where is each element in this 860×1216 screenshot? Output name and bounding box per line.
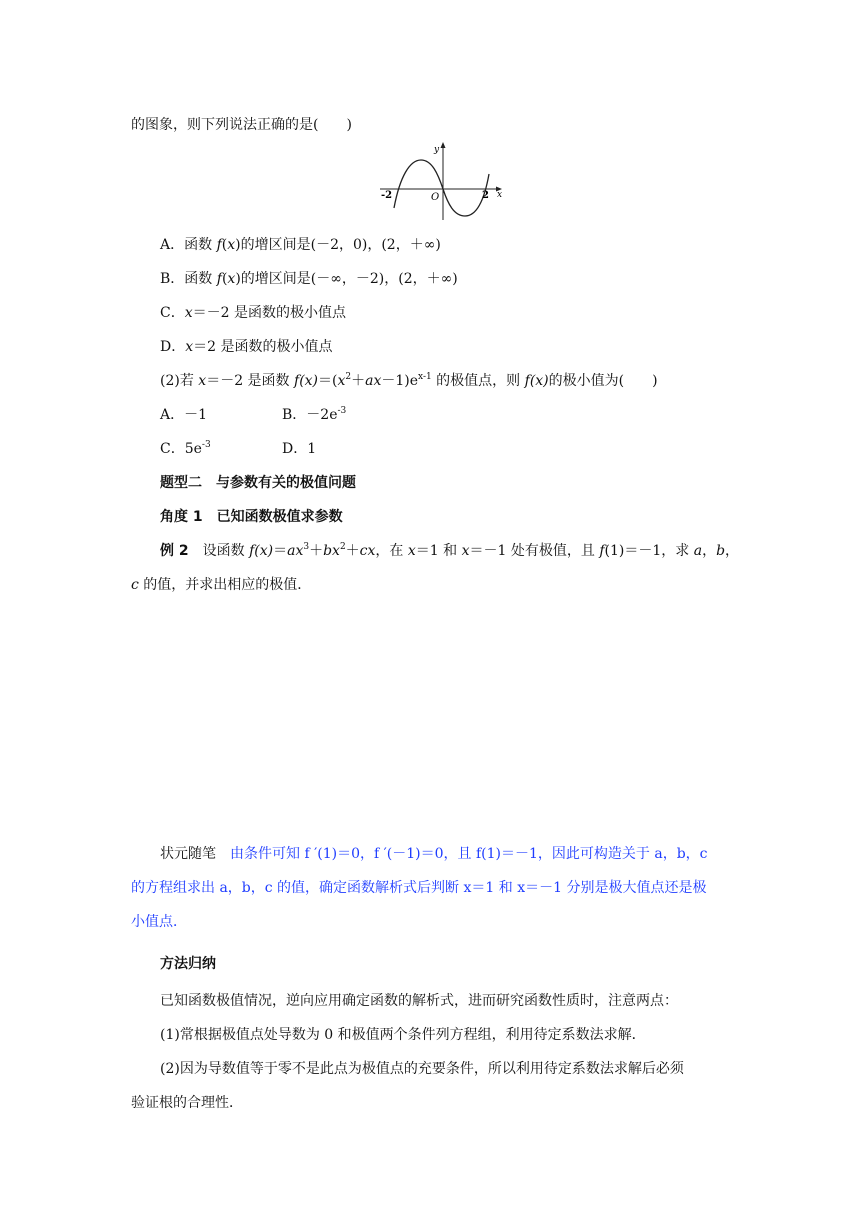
q1-option-c: C．x＝－2 是函数的极小值点	[160, 305, 346, 321]
method-point-1: (1)常根据极值点处导数为 0 和极值两个条件列方程组，利用待定系数法求解．	[160, 1027, 646, 1043]
method-title: 方法归纳	[160, 956, 216, 972]
method-intro: 已知函数极值情况，逆向应用确定函数的解析式，进而研究函数性质时，注意两点：	[160, 993, 678, 1009]
method-point-2-line2: 验证根的合理性．	[131, 1095, 243, 1111]
q2-option-d: D．1	[282, 441, 317, 457]
angle-title: 角度 1 已知函数极值求参数	[160, 509, 343, 525]
tip-label: 状元随笔	[160, 846, 216, 862]
example2-label: 例 2	[160, 543, 189, 559]
q1-option-b: B．函数 f(x)的增区间是(－∞，－2)，(2，＋∞)	[160, 271, 458, 287]
function-graph	[378, 140, 508, 222]
q2-option-b: B．$-2e^{-3}$	[282, 406, 347, 423]
example2-line1: 例 2 设函数 $f(x)=ax^3+bx^2+cx$，在 x＝1 和 x＝－1 处有极值，且 f(1)＝－1，求 a，b，	[160, 542, 740, 559]
x-label: x	[497, 190, 503, 200]
tick-2: 2	[482, 190, 489, 201]
tip-line3: 小值点．	[131, 914, 187, 930]
method-point-2-line1: (2)因为导数值等于零不是此点为极值点的充要条件，所以利用待定系数法求解后必须	[160, 1061, 684, 1077]
q1-option-d: D．x＝2 是函数的极小值点	[160, 339, 333, 355]
y-label: y	[434, 145, 440, 155]
curve	[394, 160, 489, 216]
q2-stem: (2)若 x＝－2 是函数 $f(x)=(x^2+ax-1)e^{x-1}$ 的极值点，则 f(x)的极小值为( )	[160, 372, 658, 389]
tip-line2: 的方程组求出 a，b，c 的值，确定函数解析式后判断 x＝1 和 x＝－1 分别是极大值点还是极	[131, 880, 707, 896]
q2-option-c: C．$5e^{-3}$	[160, 440, 211, 457]
tick-minus-2: -2	[381, 190, 393, 201]
origin-label: O	[431, 192, 440, 203]
tip-line1: 状元随笔 由条件可知 f ′(1)＝0，f ′(－1)＝0，且 f(1)＝－1，因此可构造关于 a，b，c	[160, 846, 708, 862]
section-title: 题型二 与参数有关的极值问题	[160, 475, 356, 491]
q1-option-a: A．函数 f(x)的增区间是(－2，0)，(2，＋∞)	[160, 237, 441, 253]
y-axis-arrow	[441, 142, 446, 148]
example2-line2: c 的值，并求出相应的极值．	[131, 577, 312, 593]
q2-option-a: A．－1	[160, 407, 208, 423]
q1-stem: 的图象，则下列说法正确的是( )	[131, 117, 352, 133]
